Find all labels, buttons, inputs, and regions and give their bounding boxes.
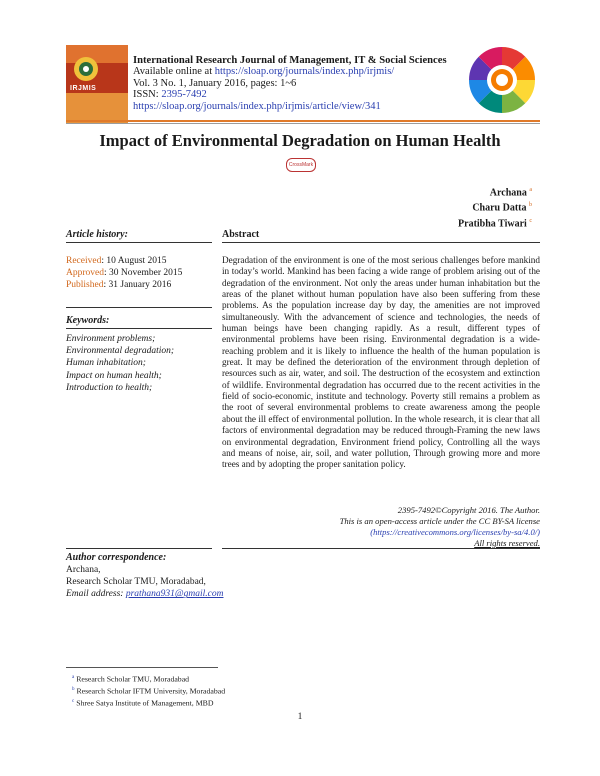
logo-text: IRJMIS	[70, 85, 97, 92]
author-name: Charu Datta $^b$	[472, 202, 532, 214]
footnote-rule	[66, 667, 218, 668]
license-link[interactable]: (https://creativecommons.org/licenses/by-sa/4.0/)	[370, 527, 540, 537]
affiliation-item: $^b$ Research Scholar IFTM University, Moradabad	[72, 686, 226, 696]
article-history-heading: Article history:	[66, 229, 128, 240]
correspondence-heading: Author correspondence:	[66, 552, 167, 563]
affiliation-list	[72, 673, 225, 710]
abstract-text: Degradation of the environment is one of the most serious challenges before mankind in today’s world. Mankind has been facing a wide range of problem arising out of the degradation of the environment. Not only the areas under human inhabitation but the areas of the planet without human population have also been suffering from these problems. As the population increase day by day, the amenities are not improved simultaneously. With the advancement of science and technologies, the needs of human beings have been changing rapidly. As a result, different types of environmental problems have been rising. Environmental degradation is a wide-reaching problem and it is likely to influence the health of the human population is great. It may be defined the deterioration of the environment through depletion of resources such as air, water, and soil. The destruction of the ecosystem and extinction of wildlife. Environmental degradation has occurred due to the recent activities in the field of socio-economic, institute and technology. Poverty still remains a problem as the root of several environmental problems to create awareness among the people about the ill effect of environmental pollution. In the whole research, it is clear that all factors of environmental degradation may be reduced through-Framing the new laws on environmental degradation, Environment friend policy, Controlling all the ways and means of noise, air, soil, and water pollution, Through growing more and more trees and by adopting the proper sanitation policy.	[222, 255, 540, 470]
copyright-notice: 2395-7492©Copyright 2016. The Author. This is an open-access article under the CC BY-SA license (https://creativecommons.org/licenses/by-sa/4.0/) All rights reserved.	[339, 505, 540, 548]
divider	[66, 548, 212, 549]
issn: ISSN: 2395-7492	[133, 89, 207, 101]
divider	[66, 307, 212, 308]
keyword-item: Impact on human health;	[66, 370, 162, 381]
page-number: 1	[297, 712, 303, 722]
keyword-item: Human inhabitation;	[66, 358, 146, 369]
issn-link[interactable]: 2395-7492	[161, 89, 207, 101]
affiliation-item: $^c$ Shree Satya Institute of Management, MBD	[72, 698, 214, 708]
flower-logo-icon	[72, 55, 100, 83]
journal-link[interactable]: https://sloap.org/journals/index.php/irjmis/	[214, 66, 395, 78]
volume-info: Vol. 3 No. 1, January 2016, pages: 1~6	[133, 77, 297, 89]
keywords-heading: Keywords:	[66, 315, 110, 326]
divider	[66, 242, 212, 243]
divider	[66, 328, 212, 329]
paper-title: Impact of Environmental Degradation on Human Health	[99, 131, 501, 150]
email-link[interactable]: prathana931@gmail.com	[125, 589, 224, 600]
author-name: Archana $^a$	[489, 187, 532, 199]
article-link[interactable]: https://sloap.org/journals/index.php/irjmis/article/view/341	[133, 100, 381, 112]
header-rule-thin	[66, 123, 540, 124]
abstract-heading: Abstract	[222, 229, 260, 240]
journal-logo	[66, 45, 128, 123]
keyword-list	[66, 333, 174, 394]
header-rule	[66, 120, 540, 122]
article-history: Received: 10 August 2015 Approved: 30 November 2015 Published: 31 January 2016	[66, 256, 183, 291]
keyword-item: Environment problems;	[66, 334, 156, 344]
keyword-item: Environmental degradation;	[66, 346, 175, 357]
journal-title: International Research Journal of Management, IT & Social Sciences	[133, 55, 447, 66]
divider	[222, 242, 540, 243]
available-online: Available online at https://sloap.org/journals/index.php/irjmis/	[133, 66, 395, 78]
affiliation-item: $^a$ Research Scholar TMU, Moradabad	[72, 674, 190, 684]
author-name: Pratibha Tiwari $^c$	[458, 217, 532, 229]
divider	[222, 548, 540, 549]
crossmark-badge[interactable]: CrossMark	[286, 158, 316, 172]
color-wheel-logo-icon	[466, 44, 538, 116]
journal-header	[133, 55, 463, 112]
correspondence-details: Archana, Research Scholar TMU, Moradabad, Email address: prathana931@gmail.com	[66, 565, 224, 600]
keyword-item: Introduction to health;	[66, 382, 153, 393]
author-list	[458, 184, 532, 230]
